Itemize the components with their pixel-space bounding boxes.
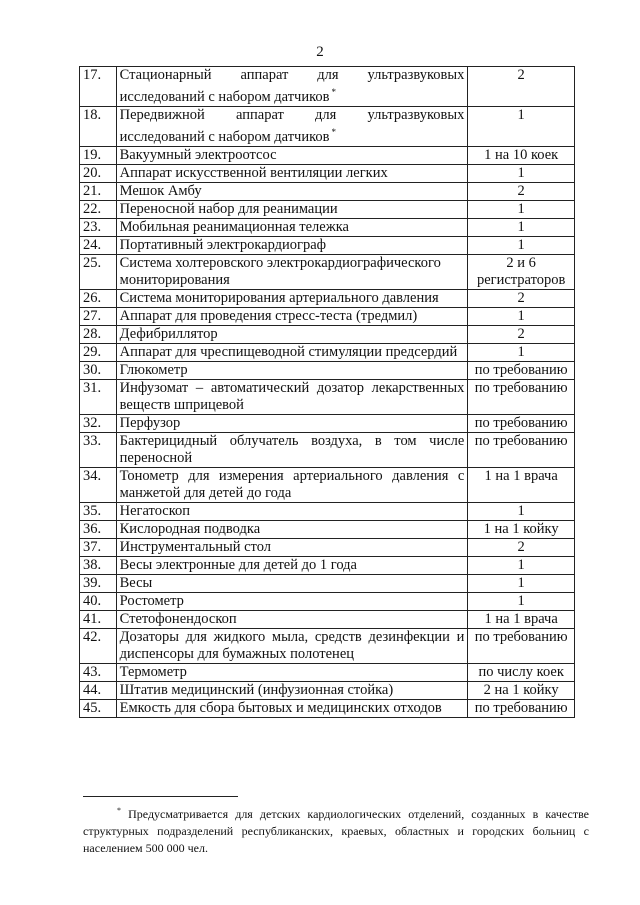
equipment-name-text: Дефибриллятор [119,325,218,342]
equipment-name [116,361,468,379]
equipment-name [116,164,468,182]
row-number: 27. [80,307,117,325]
equipment-quantity: 2 [468,325,575,343]
equipment-name-text: Мешок Амбу [119,182,202,199]
equipment-name-text: Ростометр [119,592,184,609]
equipment-name [116,663,468,681]
equipment-name [116,414,468,432]
equipment-name-text: Термометр [119,663,187,680]
row-number: 23. [80,218,117,236]
table-row [80,361,575,379]
equipment-quantity: 2 [468,67,575,107]
footnote-divider [83,796,238,797]
equipment-name [116,146,468,164]
equipment-name-text: Передвижной аппарат для ультразвуковых исследований с набором датчиков [119,106,465,145]
row-number: 44. [80,681,117,699]
row-number: 42. [80,628,117,663]
equipment-quantity: 1 [468,200,575,218]
equipment-name-text: Кислородная подводка [119,520,261,537]
table-row [80,164,575,182]
equipment-name-text: Весы [119,574,153,591]
table-row [80,663,575,681]
equipment-quantity: по требованию [468,628,575,663]
equipment-quantity: 1 [468,592,575,610]
equipment-name-text: Дозаторы для жидкого мыла, средств дезинфекции и диспенсоры для бумажных полотенец [119,628,465,662]
equipment-name [116,182,468,200]
equipment-name [116,200,468,218]
table-row [80,681,575,699]
equipment-name [116,67,468,107]
equipment-name-text: Тонометр для измерения артериального давления с манжетой для детей до года [119,467,465,501]
equipment-name [116,574,468,592]
equipment-name [116,538,468,556]
equipment-quantity: 2 [468,182,575,200]
equipment-table [79,66,575,718]
equipment-name [116,520,468,538]
table-row [80,254,575,289]
equipment-quantity: по числу коек [468,663,575,681]
equipment-name-text: Инфузомат – автоматический дозатор лекарственных веществ шприцевой [119,379,465,413]
equipment-quantity: 1 [468,307,575,325]
table-row [80,592,575,610]
equipment-name-text: Аппарат для чреспищеводной стимуляции предсердий [119,343,458,360]
equipment-name-text: Вакуумный электроотсос [119,146,277,163]
row-number: 34. [80,467,117,502]
row-number: 45. [80,699,117,717]
equipment-quantity: 1 [468,574,575,592]
equipment-name-text: Инструментальный стол [119,538,271,555]
equipment-table-body [80,67,575,718]
equipment-name-text: Система холтеровского электрокардиографического мониторирования [119,254,441,288]
equipment-quantity: 1 на 1 врача [468,467,575,502]
equipment-quantity: 1 на 1 койку [468,520,575,538]
row-number: 30. [80,361,117,379]
equipment-name [116,610,468,628]
equipment-quantity: по требованию [468,361,575,379]
table-row [80,325,575,343]
equipment-name-text: Бактерицидный облучатель воздуха, в том числе переносной [119,432,465,466]
footnote [83,802,589,857]
row-number: 25. [80,254,117,289]
table-row [80,182,575,200]
table-row [80,610,575,628]
row-number: 43. [80,663,117,681]
equipment-name [116,218,468,236]
footnote-mark: * [117,806,121,815]
equipment-quantity: 1 [468,164,575,182]
equipment-name [116,343,468,361]
equipment-name [116,379,468,414]
equipment-quantity: 1 на 10 коек [468,146,575,164]
table-row [80,106,575,146]
row-number: 29. [80,343,117,361]
footnote-reference: * [331,87,337,97]
equipment-name-text: Стетофонендоскоп [119,610,237,627]
table-row [80,432,575,467]
row-number: 35. [80,502,117,520]
equipment-quantity: по требованию [468,379,575,414]
equipment-name [116,254,468,289]
row-number: 18. [80,106,117,146]
equipment-name-text: Стационарный аппарат для ультразвуковых исследований с набором датчиков [119,67,465,105]
row-number: 41. [80,610,117,628]
equipment-quantity: 1 [468,556,575,574]
table-row [80,200,575,218]
row-number: 32. [80,414,117,432]
equipment-name-text: Аппарат искусственной вентиляции легких [119,164,388,181]
equipment-name [116,236,468,254]
equipment-quantity: 1 [468,218,575,236]
row-number: 40. [80,592,117,610]
row-number: 19. [80,146,117,164]
page-number: 2 [316,44,324,60]
equipment-name-text: Емкость для сбора бытовых и медицинских отходов [119,699,442,716]
table-row [80,379,575,414]
equipment-name-text: Аппарат для проведения стресс-теста (тредмил) [119,307,418,324]
equipment-name [116,289,468,307]
table-row [80,236,575,254]
table-row [80,467,575,502]
table-row [80,307,575,325]
equipment-quantity: 1 [468,502,575,520]
row-number: 26. [80,289,117,307]
equipment-quantity: 2 и 6 регистраторов [468,254,575,289]
equipment-name-text: Мобильная реанимационная тележка [119,218,349,235]
equipment-name [116,432,468,467]
equipment-quantity: 2 [468,538,575,556]
table-row [80,414,575,432]
equipment-name [116,592,468,610]
row-number: 36. [80,520,117,538]
table-row [80,218,575,236]
table-row [80,699,575,717]
equipment-quantity: по требованию [468,414,575,432]
row-number: 28. [80,325,117,343]
row-number: 20. [80,164,117,182]
row-number: 21. [80,182,117,200]
table-row [80,146,575,164]
equipment-quantity: 2 [468,289,575,307]
equipment-name-text: Глюкометр [119,361,188,378]
table-row [80,502,575,520]
equipment-name [116,699,468,717]
equipment-name [116,307,468,325]
equipment-quantity: 1 [468,343,575,361]
equipment-name [116,467,468,502]
equipment-quantity: 1 на 1 врача [468,610,575,628]
equipment-name [116,681,468,699]
table-row [80,289,575,307]
equipment-name [116,556,468,574]
equipment-name-text: Переносной набор для реанимации [119,200,338,217]
table-row [80,67,575,107]
row-number: 33. [80,432,117,467]
equipment-quantity: по требованию [468,432,575,467]
equipment-name-text: Весы электронные для детей до 1 года [119,556,357,573]
equipment-quantity: по требованию [468,699,575,717]
table-row [80,520,575,538]
equipment-quantity: 1 [468,106,575,146]
equipment-name [116,106,468,146]
equipment-name-text: Негатоскоп [119,502,191,519]
row-number: 37. [80,538,117,556]
equipment-name [116,325,468,343]
row-number: 24. [80,236,117,254]
equipment-name-text: Система мониторирования артериального давления [119,289,439,306]
table-row [80,538,575,556]
equipment-name-text: Штатив медицинский (инфузионная стойка) [119,681,394,698]
equipment-quantity: 2 на 1 койку [468,681,575,699]
footnote-reference: * [331,126,337,137]
row-number: 39. [80,574,117,592]
table-row [80,628,575,663]
table-row [80,574,575,592]
row-number: 22. [80,200,117,218]
row-number: 31. [80,379,117,414]
equipment-name-text: Перфузор [119,414,181,431]
equipment-name [116,628,468,663]
equipment-quantity: 1 [468,236,575,254]
table-row [80,343,575,361]
row-number: 38. [80,556,117,574]
table-row [80,556,575,574]
footnote-text: Предусматривается для детских кардиологических отделений, созданных в качестве структурных подразделений республиканских, краевых, областных и городских больниц с населением 500 000 чел. [83,807,590,855]
equipment-name-text: Портативный электрокардиограф [119,236,327,253]
row-number: 17. [80,67,117,107]
equipment-name [116,502,468,520]
